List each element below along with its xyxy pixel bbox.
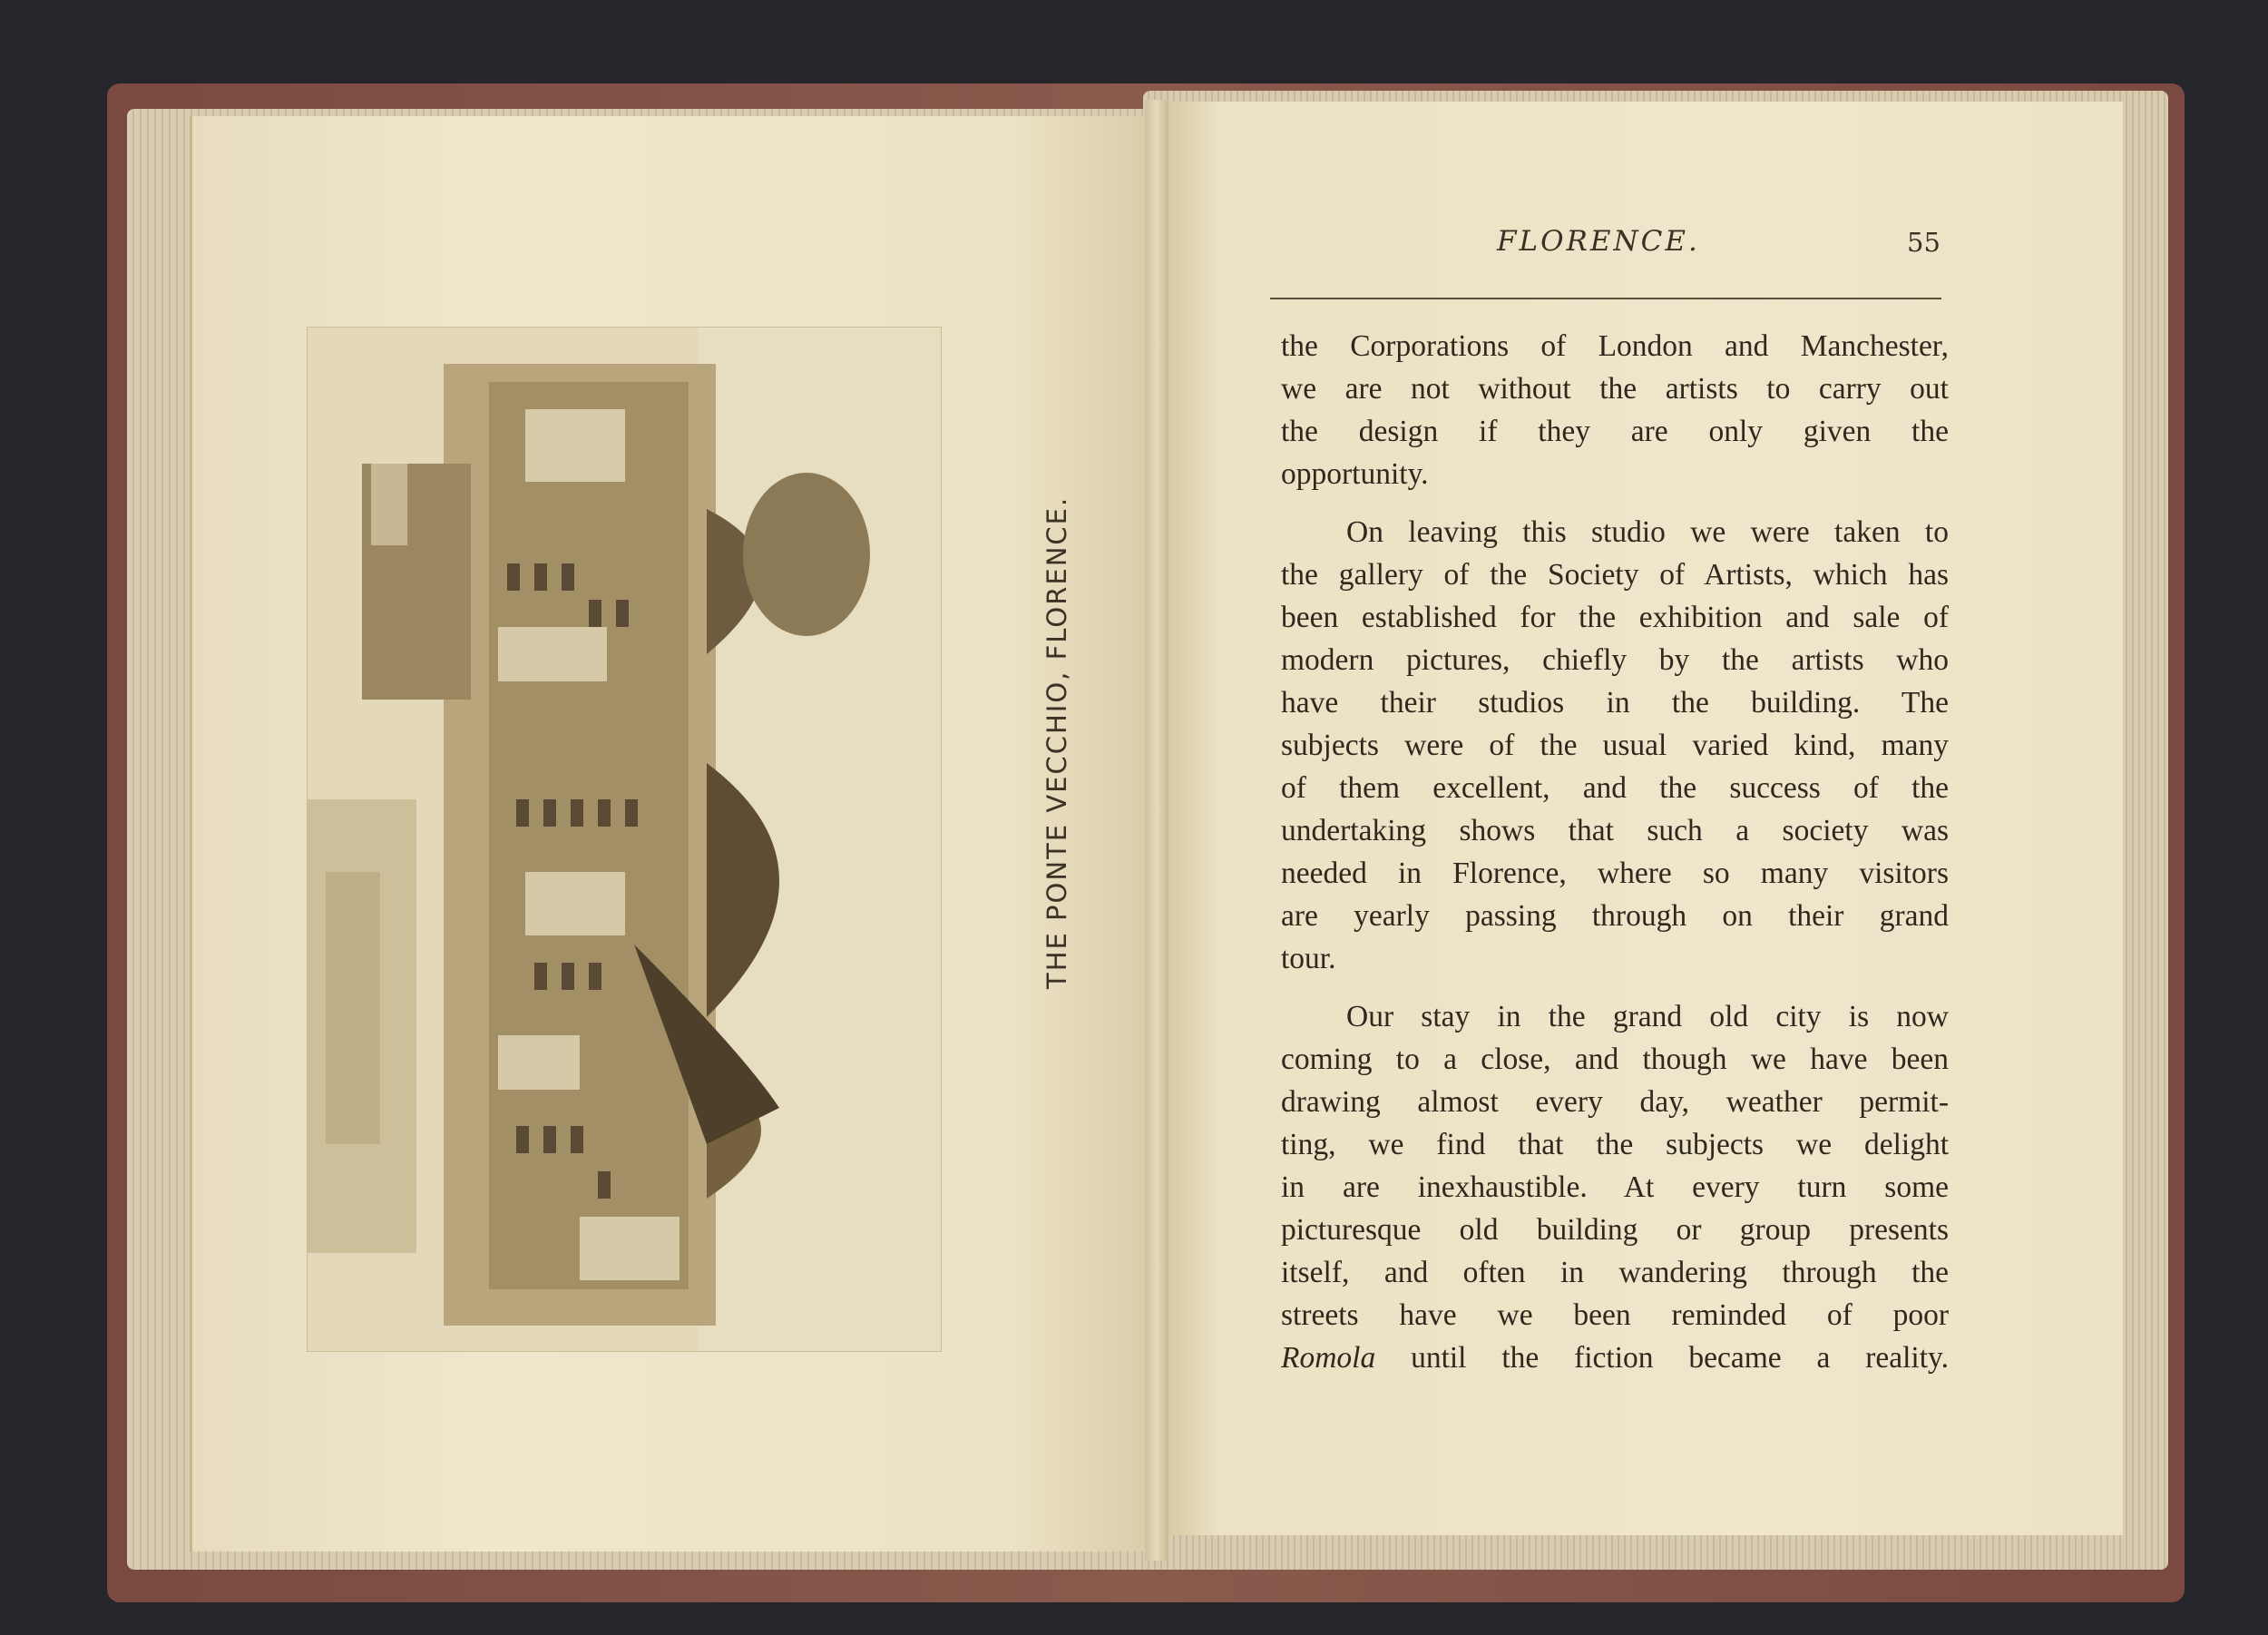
text-line: streets have we been reminded of poor [1281,1298,1949,1332]
text-line: tour. [1281,942,1336,975]
text-line: of them excellent, and the success of the [1281,771,1949,805]
text-line: are yearly passing through on their grand [1281,899,1949,933]
italic-title-romola: Romola [1281,1341,1376,1375]
text-line: Our stay in the grand old city is now [1346,1000,1949,1033]
running-head: FLORENCE. [1497,225,1700,258]
paragraph-3 [1281,995,1949,1379]
text-line: picturesque old building or group presents [1281,1213,1949,1247]
page-number: 55 [1907,227,1941,258]
text-line: the Corporations of London and Manchester, [1281,329,1949,363]
body-text [1281,325,1949,1379]
text-line: we are not without the artists to carry out [1281,372,1949,406]
text-line: undertaking shows that such a society was [1281,814,1949,847]
ponte-vecchio-photograph [307,327,942,1352]
text-line [1281,1336,1949,1379]
text-line: coming to a close, and though we have been [1281,1043,1949,1076]
book-gutter [1145,100,1168,1561]
text-line: the design if they are only given the [1281,415,1949,448]
text-line: been established for the exhibition and sale of [1281,601,1949,634]
paragraph-1 [1281,325,1949,495]
paragraph-2 [1281,511,1949,980]
header-rule [1270,298,1941,299]
text-line: On leaving this studio we were taken to [1346,515,1949,549]
text-line-rest: until the fiction became a reality. [1375,1341,1949,1375]
text-line: opportunity. [1281,457,1429,491]
text-line: subjects were of the usual varied kind, many [1281,729,1949,762]
text-line: drawing almost every day, weather permit- [1281,1085,1949,1119]
text-line: in are inexhaustible. At every turn some [1281,1170,1949,1204]
text-line: needed in Florence, where so many visitors [1281,857,1949,890]
text-line: modern pictures, chiefly by the artists who [1281,643,1949,677]
text-line: the gallery of the Society of Artists, which has [1281,558,1949,592]
text-line: ting, we find that the subjects we delight [1281,1128,1949,1161]
text-line: have their studios in the building. The [1281,686,1949,720]
text-line: itself, and often in wandering through the [1281,1256,1949,1289]
photo-caption: THE PONTE VECCHIO, FLORENCE. [1041,495,1072,989]
